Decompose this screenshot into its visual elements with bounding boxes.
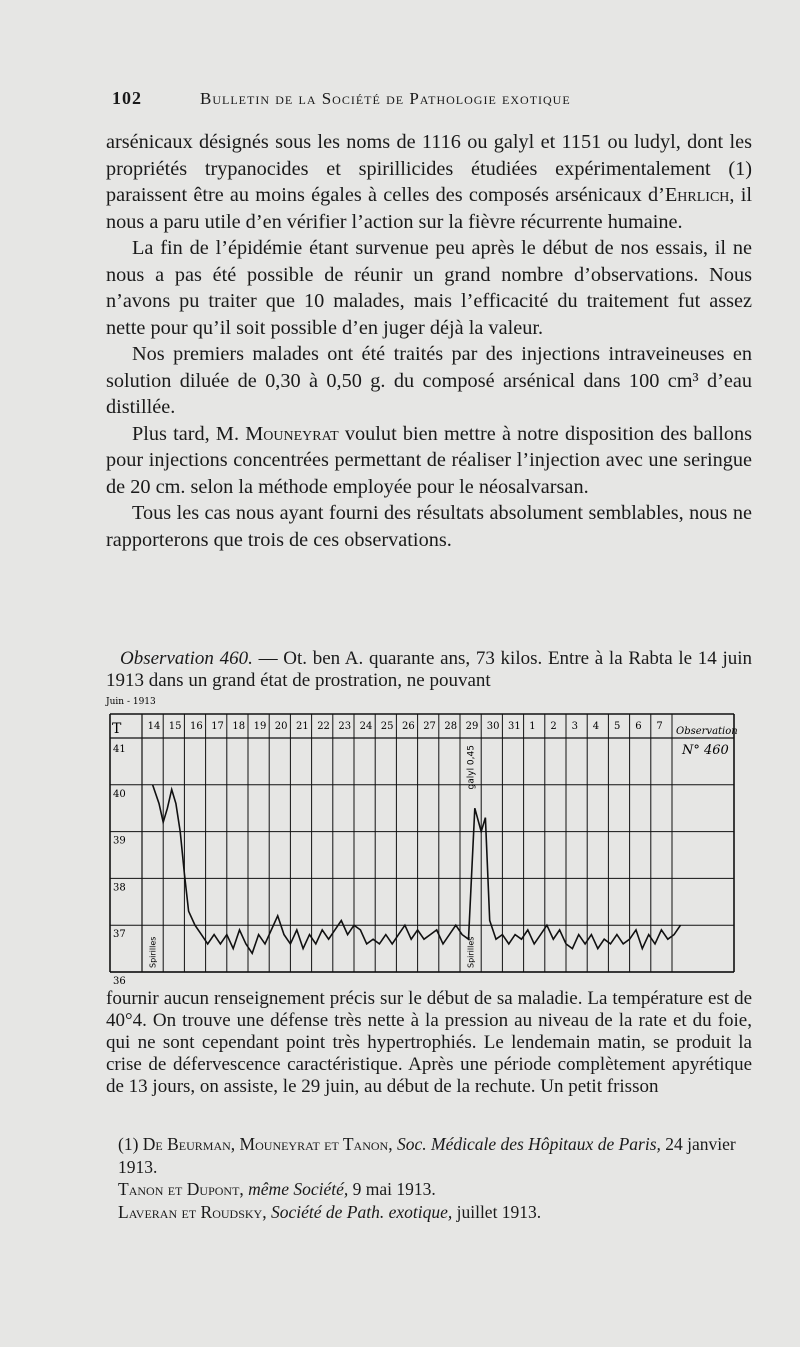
observation-text: — Ot. ben A. quarante ans, 73 kilos. Entre à la Rabta le 14 juin 1913 dans un grand état de prostration, ne pouvant bbox=[106, 648, 753, 691]
paragraph-2: La fin de l’épidémie étant survenue peu après le début de nos essais, il ne nous a pas été possible de réunir un grand nombre d’observations. Nous n’avons pu traiter que 10 malades, mais l’efficacité du traitement fut assez nette pour qu’il soit possible d’en juger déjà la valeur. bbox=[106, 237, 752, 339]
chart-spirilles-annotation: Spirilles bbox=[148, 936, 158, 968]
chart-day-label: 20 bbox=[274, 721, 288, 732]
paragraph-1: arsénicaux désignés sous les noms de 1116 ou galyl et 1151 ou ludyl, dont les propriétés trypanocides et spirillicides étudiées expérimentalement (1) paraissent être au moins égales à celles des composés arsénicaux d’Ehrlich, il nous a paru utile d’en vérifier l’action sur la fièvre récurrente humaine. bbox=[106, 131, 752, 233]
chart-day-label: 2 bbox=[550, 721, 557, 732]
chart-grid bbox=[110, 714, 734, 972]
footnote-3: Laveran et Roudsky, Société de Path. exotique, juillet 1913. bbox=[118, 1201, 542, 1222]
chart-day-label: 14 bbox=[147, 721, 161, 732]
chart-day-label: 30 bbox=[486, 721, 500, 732]
page-number: 102 bbox=[112, 88, 142, 108]
temperature-chart bbox=[100, 690, 740, 987]
chart-y-tick-label: 39 bbox=[113, 835, 126, 847]
chart-day-label: 26 bbox=[402, 721, 415, 732]
chart-month-label: Juin - 1913 bbox=[106, 697, 156, 707]
chart-day-labels bbox=[148, 721, 663, 732]
observation-continuation: fournir aucun renseignement précis sur le début de sa maladie. La température est de 40°4. On trouve une défense très nette à la pression au niveau de la rate et du foie, qui ne sont cependant point très hypertrophiés. Le lendemain matin, se produit la crise de défervescence caractéristique. Après une période complètement apyrétique de 13 jours, on assiste, le 29 juin, au début de la rechute. Un petit frisson bbox=[106, 988, 752, 1097]
chart-day-label: 17 bbox=[211, 721, 224, 732]
chart-spirilles-annotation: Spirilles bbox=[466, 936, 476, 968]
chart-y-tick-label: 36 bbox=[113, 976, 126, 987]
chart-y-tick-labels bbox=[113, 744, 126, 987]
observation-title: Observation 460. bbox=[120, 648, 253, 669]
chart-day-label: 5 bbox=[614, 721, 621, 732]
chart-day-label: 6 bbox=[635, 721, 642, 732]
footnote-1: (1) De Beurman, Mouneyrat et Tanon, Soc. Médicale des Hôpitaux de Paris, 24 janvier 1913. bbox=[118, 1134, 736, 1177]
chart-day-label: 31 bbox=[508, 721, 521, 732]
running-header bbox=[112, 88, 672, 112]
footnote-2: Tanon et Dupont, même Société, 9 mai 1913. bbox=[118, 1179, 436, 1199]
chart-day-label: 16 bbox=[190, 721, 203, 732]
chart-day-label: 21 bbox=[296, 721, 309, 732]
paragraph-4: Plus tard, M. Mouneyrat voulut bien mettre à notre disposition des ballons pour injections concentrées permettant de réaliser l’injection avec une seringue de 20 cm. selon la méthode employée pour le néosalvarsan. bbox=[106, 422, 752, 498]
chart-day-label: 19 bbox=[253, 721, 267, 732]
chart-injection-annotation: galyl 0,45 bbox=[466, 745, 477, 790]
chart-day-label: 24 bbox=[359, 721, 373, 732]
chart-observation-label: Observation bbox=[676, 726, 738, 737]
chart-day-label: 7 bbox=[656, 721, 663, 732]
chart-day-label: 1 bbox=[529, 721, 536, 732]
chart-observation-number: N° 460 bbox=[682, 743, 729, 758]
paragraph-3: Nos premiers malades ont été traités par des injections intraveineuses en solution diluée de 0,30 à 0,50 g. du composé arsénical dans 100 cm³ d’eau distillée. bbox=[106, 343, 752, 418]
observation-paragraph bbox=[106, 648, 752, 692]
chart-day-label: 23 bbox=[338, 721, 352, 732]
chart-day-label: 22 bbox=[317, 721, 330, 732]
chart-y-tick-label: 41 bbox=[113, 744, 126, 755]
chart-y-tick-label: 38 bbox=[113, 882, 126, 894]
chart-y-tick-label: 37 bbox=[113, 929, 126, 941]
temperature-series-line bbox=[153, 785, 681, 954]
chart-day-label: 27 bbox=[423, 721, 436, 732]
chart-day-label: 3 bbox=[571, 721, 578, 732]
chart-day-label: 29 bbox=[465, 721, 479, 732]
author-name: Ehrlich bbox=[664, 184, 730, 206]
chart-day-label: 25 bbox=[380, 721, 394, 732]
chart-y-tick-label: 40 bbox=[113, 788, 126, 800]
running-title: Bulletin de la Société de Pathologie exotique bbox=[200, 89, 571, 108]
body-text bbox=[106, 129, 752, 553]
chart-corner-label: T bbox=[112, 721, 122, 737]
paragraph-5: Tous les cas nous ayant fourni des résultats absolument semblables, nous ne rapporterons que trois de ces observations. bbox=[106, 502, 752, 551]
chart-day-label: 28 bbox=[444, 721, 458, 732]
footnotes bbox=[118, 1133, 758, 1223]
chart-day-label: 4 bbox=[592, 721, 600, 732]
chart-day-label: 18 bbox=[232, 721, 246, 732]
chart-day-label: 15 bbox=[168, 721, 182, 732]
author-name: Mouneyrat bbox=[245, 422, 339, 445]
